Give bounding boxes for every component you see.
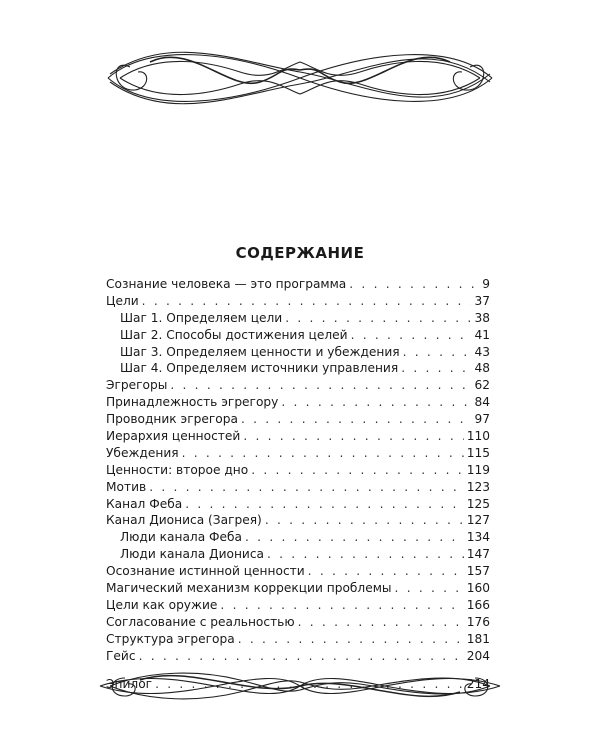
toc-entry [106, 512, 490, 529]
toc-entry-page: 181 [466, 631, 490, 646]
toc-entry-page: 115 [466, 445, 490, 460]
toc-entry-page: 157 [466, 564, 490, 579]
toc-entry [106, 597, 490, 614]
toc-entry-page: 134 [466, 530, 490, 545]
toc-entry-page: 176 [466, 614, 490, 629]
dot-leader [285, 310, 471, 327]
toc-entry-label: Канал Диониса (Загрея) [106, 513, 262, 528]
toc-entry-label: Структура эгрегора [106, 631, 235, 646]
top-ornament [0, 22, 600, 112]
toc-entry-label: Шаг 4. Определяем источники управления [120, 361, 399, 376]
dot-leader [185, 496, 464, 513]
toc-entry-page: 119 [466, 462, 490, 477]
bottom-ornament [0, 650, 600, 720]
dot-leader [149, 479, 464, 496]
dot-leader [403, 344, 472, 361]
dot-leader [265, 512, 464, 529]
toc-entry-label: Люди канала Диониса [120, 547, 265, 562]
dot-leader [238, 631, 464, 648]
toc-entry-page: 43 [474, 344, 490, 359]
toc-entry [106, 293, 490, 310]
toc-subentry [106, 344, 490, 361]
dot-leader [351, 327, 472, 344]
dot-leader [245, 529, 464, 546]
toc-entry-page: 48 [474, 361, 490, 376]
toc-entry-label: Эгрегоры [106, 378, 168, 393]
dot-leader [349, 276, 479, 293]
toc-entry-label: Цели как оружие [106, 597, 218, 612]
dot-leader [142, 293, 472, 310]
toc-entry [106, 631, 490, 648]
toc-entry [106, 462, 490, 479]
dot-leader [170, 377, 471, 394]
toc-entry-label: Канал Феба [106, 496, 183, 511]
toc-subentry [106, 327, 490, 344]
toc-subentry [106, 529, 490, 546]
toc-entry [106, 445, 490, 462]
toc-subentry [106, 310, 490, 327]
toc-entry-page: 147 [466, 547, 490, 562]
toc-entry-label: Шаг 2. Способы достижения целей [120, 327, 348, 342]
toc-entry-page: 123 [466, 479, 490, 494]
toc-entry [106, 411, 490, 428]
toc-entry-label: Осознание истинной ценности [106, 564, 305, 579]
toc-entry-label: Люди канала Феба [120, 530, 243, 545]
toc-entry-label: Согласование с реальностью [106, 614, 295, 629]
dot-leader [267, 546, 464, 563]
toc-entry-label: Убеждения [106, 445, 179, 460]
toc-entry-page: 9 [482, 277, 490, 291]
toc-entry-page: 62 [474, 378, 490, 393]
toc-entry-label: Проводник эгрегора [106, 412, 238, 427]
toc-entry [106, 479, 490, 496]
dot-leader [182, 445, 464, 462]
toc-subentry [106, 546, 490, 563]
toc-entry-page: 84 [474, 395, 490, 410]
toc-entry-label: Принадлежность эгрегору [106, 395, 279, 410]
toc-entry [106, 614, 490, 631]
toc-entry [106, 276, 490, 293]
toc-entry [106, 394, 490, 411]
toc-entry-page: 110 [466, 429, 490, 444]
toc-entry-label: Ценности: второе дно [106, 462, 249, 477]
dot-leader [251, 462, 464, 479]
dot-leader [243, 428, 463, 445]
dot-leader [298, 614, 464, 631]
dot-leader [281, 394, 471, 411]
toc-entry-page: 97 [474, 412, 490, 427]
toc-entry-page: 37 [474, 293, 490, 308]
toc-entry [106, 496, 490, 513]
toc-entry-label: Мотив [106, 479, 147, 494]
toc-entry-page: 214 [466, 677, 490, 692]
toc-entry-page: 160 [466, 581, 490, 596]
toc-entry-label: Эпилог [106, 677, 153, 692]
toc-entry [106, 377, 490, 394]
dot-leader [401, 360, 471, 377]
toc-entry-page: 125 [466, 496, 490, 511]
toc-entry [106, 428, 490, 445]
toc-subentry [106, 360, 490, 377]
dot-leader [241, 411, 472, 428]
toc-entry-label: Гейс [106, 648, 136, 663]
toc-entry-label: Шаг 1. Определяем цели [120, 310, 283, 325]
toc-entry-label: Шаг 3. Определяем ценности и убеждения [120, 344, 400, 359]
toc-entry-label: Цели [106, 293, 139, 308]
toc-entry-label: Сознание человека — это программа [106, 277, 347, 291]
toc-entry-page: 166 [466, 597, 490, 612]
dot-leader [220, 597, 463, 614]
page-title: СОДЕРЖАНИЕ [235, 244, 365, 262]
toc-entry-label: Иерархия ценностей [106, 429, 241, 444]
table-of-contents [106, 276, 490, 693]
toc-entry-page: 204 [466, 648, 490, 663]
toc-entry [106, 563, 490, 580]
toc-entry-label: Магический механизм коррекции проблемы [106, 581, 392, 596]
toc-entry-page: 41 [474, 327, 490, 342]
toc-entry-page: 38 [474, 310, 490, 325]
dot-leader [395, 580, 464, 597]
dot-leader [308, 563, 464, 580]
toc-entry [106, 580, 490, 597]
toc-entry-page: 127 [466, 513, 490, 528]
